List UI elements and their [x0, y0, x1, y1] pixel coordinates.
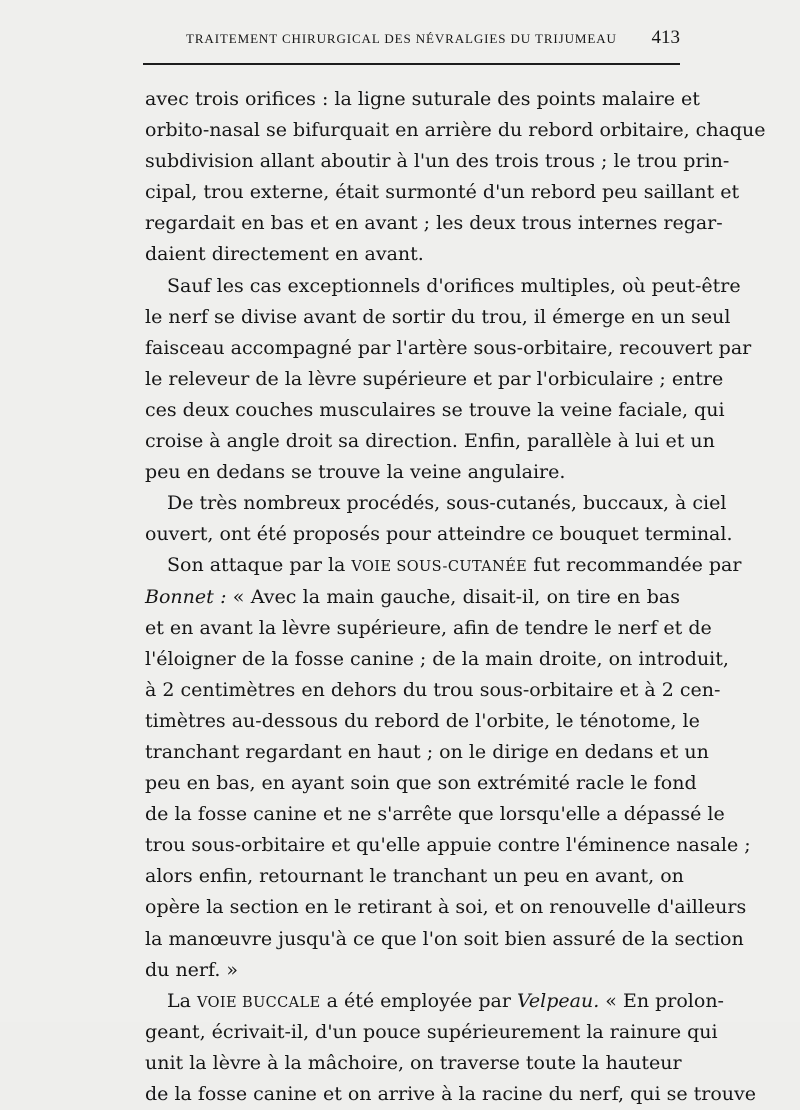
- text-segment: unit la lèvre à la mâchoire, on traverse toute la hauteur: [145, 1051, 682, 1074]
- body-text: [145, 84, 766, 1110]
- text-segment: La: [167, 989, 197, 1012]
- text-segment: « Avec la main gauche, disait-il, on tire en bas: [226, 585, 680, 608]
- text-segment: Sauf les cas exceptionnels d'orifices multiples, où peut-être: [167, 274, 741, 297]
- text-line: [145, 84, 700, 115]
- small-caps-term: VOIE BUCCALE: [196, 994, 321, 1011]
- text-line: [145, 395, 725, 426]
- text-line: [145, 706, 700, 737]
- text-line: [145, 426, 715, 457]
- text-segment: alors enfin, retournant le tranchant un peu en avant, on: [145, 865, 684, 888]
- text-segment: regardait en bas et en avant ; les deux trous internes regar-: [145, 212, 723, 235]
- text-segment: cipal, trou externe, était surmonté d'un rebord peu saillant et: [145, 181, 740, 204]
- text-segment: croise à angle droit sa direction. Enfin, parallèle à lui et un: [145, 430, 715, 453]
- text-line: [145, 613, 712, 644]
- text-line: [145, 115, 766, 146]
- running-title: TRAITEMENT CHIRURGICAL DES NÉVRALGIES DU TRIJUMEAU: [186, 31, 617, 46]
- text-line: [145, 799, 725, 830]
- text-segment: peu en dedans se trouve la veine angulaire.: [145, 461, 566, 484]
- text-line: [145, 830, 751, 861]
- small-caps-term: VOIE SOUS-CUTANÉE: [351, 559, 528, 576]
- text-segment: timètres au-dessous du rebord de l'orbite, le ténotome, le: [145, 709, 700, 732]
- page-number: 413: [651, 27, 680, 48]
- text-line: [145, 519, 733, 550]
- text-segment: ouvert, ont été proposés pour atteindre ce bouquet terminal.: [145, 523, 733, 546]
- text-segment: fut recommandée par: [527, 554, 742, 577]
- text-segment: faisceau accompagné par l'artère sous-orbitaire, recouvert par: [145, 336, 752, 359]
- text-segment: a été employée par: [320, 989, 517, 1012]
- text-segment: du nerf. »: [145, 958, 239, 981]
- text-line: [145, 1017, 718, 1048]
- text-segment: le releveur de la lèvre supérieure et par l'orbiculaire ; entre: [145, 367, 724, 390]
- running-header: [142, 27, 680, 51]
- text-line: [145, 333, 752, 364]
- text-segment: de la fosse canine et ne s'arrête que lorsqu'elle a dépassé le: [145, 803, 725, 826]
- text-segment: subdivision allant aboutir à l'un des trois trous ; le trou prin-: [145, 150, 730, 173]
- text-segment: peu en bas, en ayant soin que son extrémité racle le fond: [145, 772, 697, 795]
- text-line: [145, 550, 742, 581]
- text-segment: l'éloigner de la fosse canine ; de la main droite, on introduit,: [145, 647, 729, 670]
- text-line: [145, 737, 709, 768]
- text-segment: la manœuvre jusqu'à ce que l'on soit bien assuré de la section: [145, 927, 744, 950]
- text-line: [145, 271, 741, 302]
- text-line: [145, 955, 680, 986]
- text-segment: ces deux couches musculaires se trouve la veine faciale, qui: [145, 398, 725, 421]
- text-segment: avec trois orifices : la ligne suturale des points malaire et: [145, 88, 700, 110]
- text-segment: geant, écrivait-il, d'un pouce supérieurement la rainure qui: [145, 1020, 718, 1043]
- text-segment: le nerf se divise avant de sortir du trou, il émerge en un seul: [145, 305, 731, 328]
- italic-name: Bonnet :: [145, 585, 227, 608]
- italic-name: Velpeau.: [516, 989, 600, 1012]
- text-segment: à 2 centimètres en dehors du trou sous-orbitaire et à 2 cen-: [145, 678, 721, 701]
- text-segment: opère la section en le retirant à soi, et on renouvelle d'ailleurs: [145, 896, 747, 919]
- text-line: [145, 1079, 756, 1110]
- text-segment: orbito-nasal se bifurquait en arrière du rebord orbitaire, chaque: [145, 119, 766, 142]
- text-segment: De très nombreux procédés, sous-cutanés, buccaux, à ciel: [167, 492, 727, 515]
- text-line: [145, 1048, 680, 1079]
- text-line: [145, 177, 740, 208]
- text-segment: et en avant la lèvre supérieure, afin de tendre le nerf et de: [145, 616, 712, 639]
- text-line: [145, 892, 747, 923]
- text-segment: Son attaque par la: [167, 554, 352, 577]
- text-line: [145, 861, 684, 892]
- text-line: [145, 986, 724, 1017]
- text-line: [145, 208, 723, 239]
- text-line: [145, 675, 721, 706]
- text-line: [145, 239, 680, 270]
- text-segment: « En prolon-: [599, 989, 724, 1012]
- text-line: [145, 302, 731, 333]
- text-line: [145, 457, 680, 488]
- text-line: [145, 488, 727, 519]
- text-line: [145, 146, 730, 177]
- text-segment: tranchant regardant en haut ; on le dirige en dedans et un: [145, 740, 709, 763]
- text-line: [145, 644, 729, 675]
- text-line: [145, 924, 744, 955]
- text-line: [145, 582, 680, 613]
- header-rule: [143, 63, 680, 65]
- text-segment: trou sous-orbitaire et qu'elle appuie contre l'éminence nasale ;: [145, 834, 751, 857]
- text-line: [145, 364, 724, 395]
- text-segment: daient directement en avant.: [145, 243, 424, 266]
- text-line: [145, 768, 697, 799]
- text-segment: de la fosse canine et on arrive à la racine du nerf, qui se trouve: [145, 1083, 756, 1105]
